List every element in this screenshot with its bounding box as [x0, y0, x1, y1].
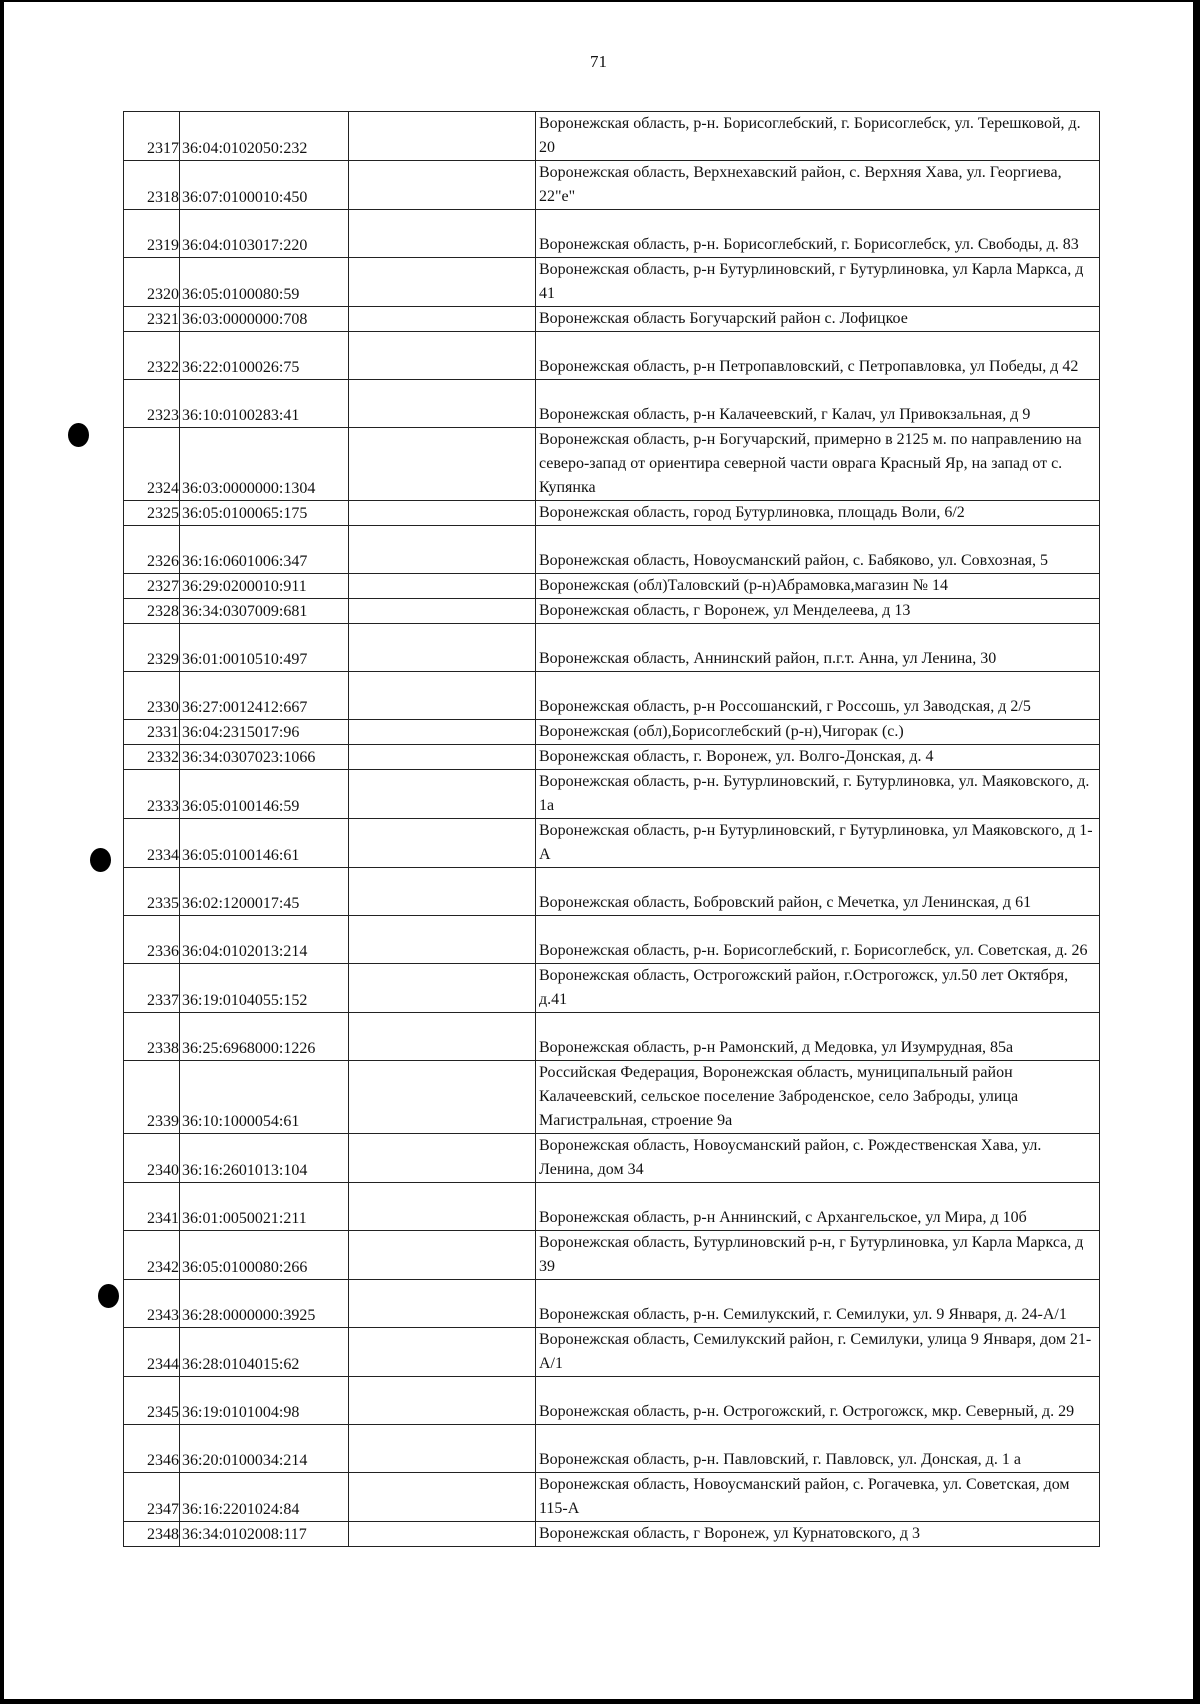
registry-table [123, 111, 1100, 1547]
empty-cell [349, 745, 536, 770]
table-row [124, 624, 1100, 672]
cadastral-number-cell: 36:16:0601006:347 [180, 526, 349, 574]
cadastral-number-cell: 36:16:2601013:104 [180, 1134, 349, 1183]
empty-cell [349, 307, 536, 332]
table-row [124, 964, 1100, 1013]
row-number-cell: 2328 [124, 599, 180, 624]
table-row [124, 258, 1100, 307]
row-number-cell: 2320 [124, 258, 180, 307]
table-row [124, 307, 1100, 332]
cadastral-number-cell: 36:25:6968000:1226 [180, 1013, 349, 1061]
empty-cell [349, 161, 536, 210]
cadastral-number-cell: 36:16:2201024:84 [180, 1473, 349, 1522]
empty-cell [349, 1328, 536, 1377]
cadastral-number-cell: 36:05:0100080:266 [180, 1231, 349, 1280]
cadastral-number-cell: 36:10:1000054:61 [180, 1061, 349, 1134]
cadastral-number-cell: 36:28:0000000:3925 [180, 1280, 349, 1328]
table-row [124, 526, 1100, 574]
row-number-cell: 2324 [124, 428, 180, 501]
row-number-cell: 2318 [124, 161, 180, 210]
cadastral-number-cell: 36:10:0100283:41 [180, 380, 349, 428]
address-cell: Российская Федерация, Воронежская область, муниципальный район Калачеевский, сельское поселение Заброденское, село Заброды, улица Магистральная, строение 9а [536, 1061, 1100, 1134]
address-cell: Воронежская область, р-н Рамонский, д Медовка, ул Изумрудная, 85а [536, 1013, 1100, 1061]
row-number-cell: 2327 [124, 574, 180, 599]
table-row [124, 1280, 1100, 1328]
row-number-cell: 2347 [124, 1473, 180, 1522]
row-number-cell: 2335 [124, 868, 180, 916]
row-number-cell: 2341 [124, 1183, 180, 1231]
page-number: 71 [590, 52, 607, 71]
address-cell: Воронежская область, р-н Бутурлиновский, г Бутурлиновка, ул Маяковского, д 1-А [536, 819, 1100, 868]
empty-cell [349, 720, 536, 745]
row-number-cell: 2334 [124, 819, 180, 868]
cadastral-number-cell: 36:03:0000000:1304 [180, 428, 349, 501]
cadastral-number-cell: 36:01:0010510:497 [180, 624, 349, 672]
empty-cell [349, 1473, 536, 1522]
empty-cell [349, 599, 536, 624]
table-row [124, 1328, 1100, 1377]
row-number-cell: 2336 [124, 916, 180, 964]
address-cell: Воронежская область, г Воронеж, ул Курнатовского, д 3 [536, 1522, 1100, 1547]
empty-cell [349, 1061, 536, 1134]
row-number-cell: 2319 [124, 210, 180, 258]
punch-hole-mark [90, 848, 111, 872]
row-number-cell: 2331 [124, 720, 180, 745]
row-number-cell: 2317 [124, 112, 180, 161]
table-row [124, 1425, 1100, 1473]
row-number-cell: 2325 [124, 501, 180, 526]
row-number-cell: 2348 [124, 1522, 180, 1547]
table-row [124, 574, 1100, 599]
cadastral-number-cell: 36:03:0000000:708 [180, 307, 349, 332]
empty-cell [349, 210, 536, 258]
table-row [124, 770, 1100, 819]
table-row [124, 501, 1100, 526]
address-cell: Воронежская область, город Бутурлиновка, площадь Воли, 6/2 [536, 501, 1100, 526]
address-cell: Воронежская область, р-н Россошанский, г Россошь, ул Заводская, д 2/5 [536, 672, 1100, 720]
empty-cell [349, 1377, 536, 1425]
table-row [124, 210, 1100, 258]
empty-cell [349, 332, 536, 380]
empty-cell [349, 964, 536, 1013]
table-row [124, 868, 1100, 916]
empty-cell [349, 1522, 536, 1547]
cadastral-number-cell: 36:34:0307009:681 [180, 599, 349, 624]
table-row [124, 1522, 1100, 1547]
address-cell: Воронежская (обл)Таловский (р-н)Абрамовка,магазин № 14 [536, 574, 1100, 599]
address-cell: Воронежская область, г Воронеж, ул Менделеева, д 13 [536, 599, 1100, 624]
document-page [4, 2, 1193, 1699]
table-row [124, 1377, 1100, 1425]
registry-table-body [124, 112, 1100, 1547]
cadastral-number-cell: 36:34:0102008:117 [180, 1522, 349, 1547]
cadastral-number-cell: 36:05:0100146:59 [180, 770, 349, 819]
row-number-cell: 2340 [124, 1134, 180, 1183]
empty-cell [349, 1183, 536, 1231]
punch-hole-mark [98, 1284, 119, 1308]
cadastral-number-cell: 36:05:0100146:61 [180, 819, 349, 868]
address-cell: Воронежская область, р-н Петропавловский, с Петропавловка, ул Победы, д 42 [536, 332, 1100, 380]
empty-cell [349, 916, 536, 964]
table-row [124, 1061, 1100, 1134]
address-cell: Воронежская область, Аннинский район, п.г.т. Анна, ул Ленина, 30 [536, 624, 1100, 672]
empty-cell [349, 1134, 536, 1183]
row-number-cell: 2338 [124, 1013, 180, 1061]
empty-cell [349, 380, 536, 428]
empty-cell [349, 819, 536, 868]
table-row [124, 1183, 1100, 1231]
cadastral-number-cell: 36:19:0101004:98 [180, 1377, 349, 1425]
table-row [124, 112, 1100, 161]
empty-cell [349, 526, 536, 574]
cadastral-number-cell: 36:07:0100010:450 [180, 161, 349, 210]
cadastral-number-cell: 36:28:0104015:62 [180, 1328, 349, 1377]
row-number-cell: 2322 [124, 332, 180, 380]
empty-cell [349, 770, 536, 819]
row-number-cell: 2342 [124, 1231, 180, 1280]
empty-cell [349, 1425, 536, 1473]
address-cell: Воронежская область, р-н. Павловский, г. Павловск, ул. Донская, д. 1 а [536, 1425, 1100, 1473]
row-number-cell: 2345 [124, 1377, 180, 1425]
row-number-cell: 2332 [124, 745, 180, 770]
cadastral-number-cell: 36:02:1200017:45 [180, 868, 349, 916]
address-cell: Воронежская область, г. Воронеж, ул. Волго-Донская, д. 4 [536, 745, 1100, 770]
row-number-cell: 2337 [124, 964, 180, 1013]
address-cell: Воронежская область, р-н. Борисоглебский, г. Борисоглебск, ул. Свободы, д. 83 [536, 210, 1100, 258]
empty-cell [349, 1013, 536, 1061]
address-cell: Воронежская область, р-н. Острогожский, г. Острогожск, мкр. Северный, д. 29 [536, 1377, 1100, 1425]
cadastral-number-cell: 36:34:0307023:1066 [180, 745, 349, 770]
empty-cell [349, 501, 536, 526]
table-row [124, 1013, 1100, 1061]
table-row [124, 1231, 1100, 1280]
empty-cell [349, 1231, 536, 1280]
address-cell: Воронежская область, р-н Бутурлиновский, г Бутурлиновка, ул Карла Маркса, д 41 [536, 258, 1100, 307]
table-row [124, 380, 1100, 428]
cadastral-number-cell: 36:05:0100065:175 [180, 501, 349, 526]
address-cell: Воронежская (обл),Борисоглебский (р-н),Чигорак (с.) [536, 720, 1100, 745]
address-cell: Воронежская область, Новоусманский район, с. Рождественская Хава, ул. Ленина, дом 34 [536, 1134, 1100, 1183]
address-cell: Воронежская область, Бобровский район, с Мечетка, ул Ленинская, д 61 [536, 868, 1100, 916]
address-cell: Воронежская область, р-н Аннинский, с Архангельское, ул Мира, д 10б [536, 1183, 1100, 1231]
table-row [124, 599, 1100, 624]
row-number-cell: 2321 [124, 307, 180, 332]
address-cell: Воронежская область, Острогожский район, г.Острогожск, ул.50 лет Октября, д.41 [536, 964, 1100, 1013]
row-number-cell: 2344 [124, 1328, 180, 1377]
row-number-cell: 2330 [124, 672, 180, 720]
cadastral-number-cell: 36:04:0102013:214 [180, 916, 349, 964]
table-row [124, 332, 1100, 380]
cadastral-number-cell: 36:04:0102050:232 [180, 112, 349, 161]
punch-hole-mark [68, 423, 89, 447]
empty-cell [349, 112, 536, 161]
table-row [124, 720, 1100, 745]
cadastral-number-cell: 36:19:0104055:152 [180, 964, 349, 1013]
address-cell: Воронежская область, Новоусманский район, с. Бабяково, ул. Совхозная, 5 [536, 526, 1100, 574]
address-cell: Воронежская область, р-н Богучарский, примерно в 2125 м. по направлению на северо-запад от ориентира северной части оврага Красный Яр, на запад от с. Купянка [536, 428, 1100, 501]
table-row [124, 428, 1100, 501]
cadastral-number-cell: 36:01:0050021:211 [180, 1183, 349, 1231]
address-cell: Воронежская область, р-н Калачеевский, г Калач, ул Привокзальная, д 9 [536, 380, 1100, 428]
row-number-cell: 2333 [124, 770, 180, 819]
empty-cell [349, 1280, 536, 1328]
empty-cell [349, 672, 536, 720]
address-cell: Воронежская область, р-н. Бутурлиновский, г. Бутурлиновка, ул. Маяковского, д. 1а [536, 770, 1100, 819]
cadastral-number-cell: 36:29:0200010:911 [180, 574, 349, 599]
empty-cell [349, 574, 536, 599]
table-row [124, 745, 1100, 770]
cadastral-number-cell: 36:27:0012412:667 [180, 672, 349, 720]
row-number-cell: 2326 [124, 526, 180, 574]
address-cell: Воронежская область, Семилукский район, г. Семилуки, улица 9 Января, дом 21-А/1 [536, 1328, 1100, 1377]
cadastral-number-cell: 36:04:0103017:220 [180, 210, 349, 258]
address-cell: Воронежская область Богучарский район с. Лофицкое [536, 307, 1100, 332]
table-row [124, 1473, 1100, 1522]
empty-cell [349, 258, 536, 307]
address-cell: Воронежская область, р-н. Семилукский, г. Семилуки, ул. 9 Января, д. 24-А/1 [536, 1280, 1100, 1328]
empty-cell [349, 868, 536, 916]
address-cell: Воронежская область, Бутурлиновский р-н, г Бутурлиновка, ул Карла Маркса, д 39 [536, 1231, 1100, 1280]
cadastral-number-cell: 36:22:0100026:75 [180, 332, 349, 380]
table-row [124, 819, 1100, 868]
cadastral-number-cell: 36:20:0100034:214 [180, 1425, 349, 1473]
empty-cell [349, 624, 536, 672]
address-cell: Воронежская область, р-н. Борисоглебский, г. Борисоглебск, ул. Советская, д. 26 [536, 916, 1100, 964]
row-number-cell: 2343 [124, 1280, 180, 1328]
table-row [124, 161, 1100, 210]
cadastral-number-cell: 36:05:0100080:59 [180, 258, 349, 307]
table-row [124, 916, 1100, 964]
address-cell: Воронежская область, Верхнехавский район, с. Верхняя Хава, ул. Георгиева, 22"е" [536, 161, 1100, 210]
table-row [124, 1134, 1100, 1183]
table-row [124, 672, 1100, 720]
empty-cell [349, 428, 536, 501]
row-number-cell: 2323 [124, 380, 180, 428]
address-cell: Воронежская область, Новоусманский район, с. Рогачевка, ул. Советская, дом 115-А [536, 1473, 1100, 1522]
row-number-cell: 2329 [124, 624, 180, 672]
row-number-cell: 2339 [124, 1061, 180, 1134]
address-cell: Воронежская область, р-н. Борисоглебский, г. Борисоглебск, ул. Терешковой, д. 20 [536, 112, 1100, 161]
row-number-cell: 2346 [124, 1425, 180, 1473]
cadastral-number-cell: 36:04:2315017:96 [180, 720, 349, 745]
